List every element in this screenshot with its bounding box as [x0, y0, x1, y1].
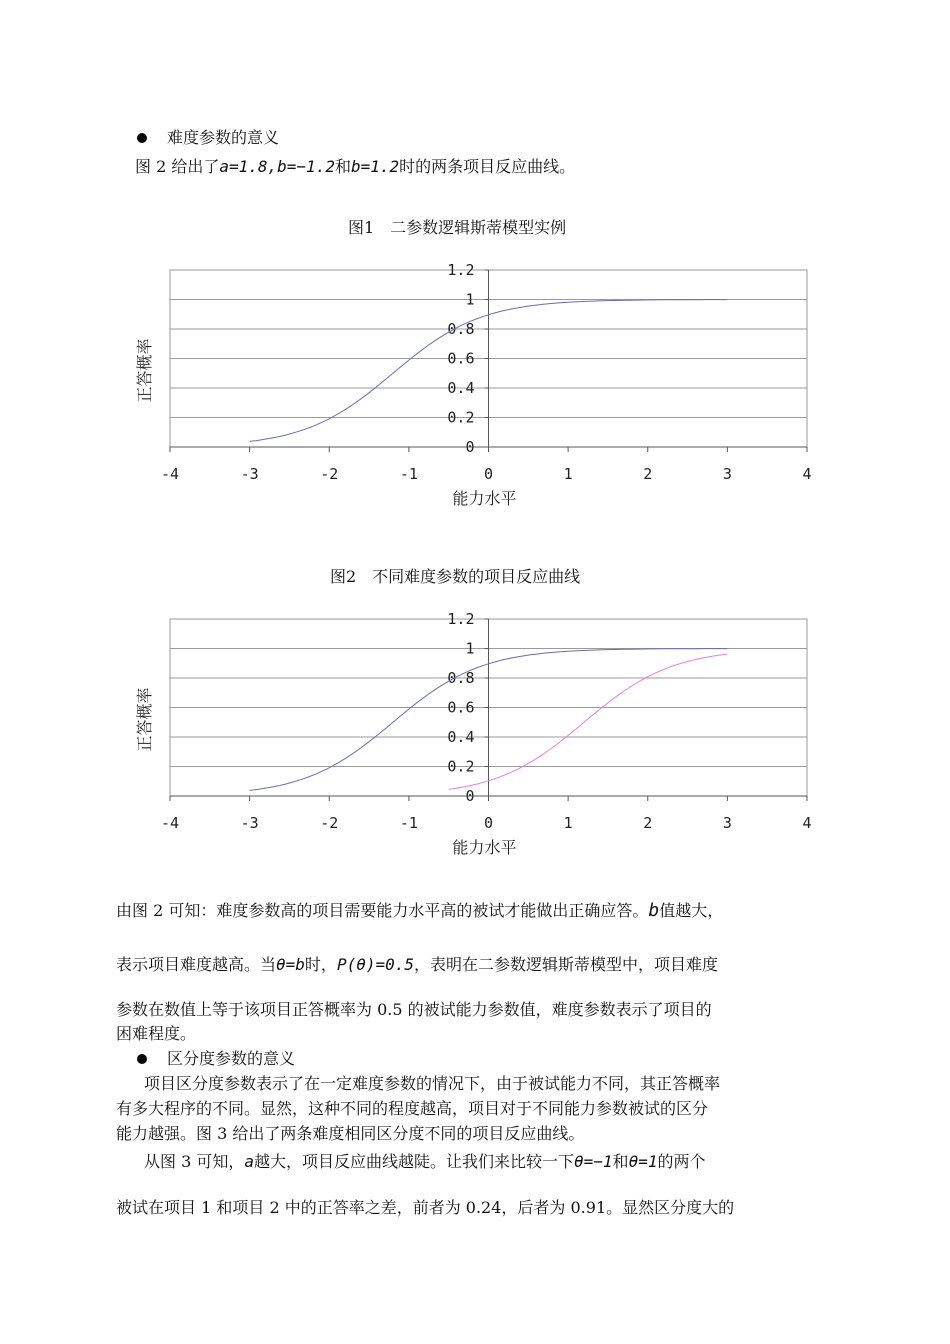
- x-tick-label: -4: [160, 465, 180, 483]
- x-tick-label: 2: [643, 814, 653, 832]
- intro-mid: 和: [334, 157, 351, 176]
- section1-heading: 难度参数的意义: [167, 128, 280, 147]
- section2-p2-line1: [144, 1152, 705, 1172]
- x-tick-label: -3: [240, 465, 259, 483]
- y-tick-label: 0.4: [447, 728, 475, 746]
- y-tick-label: 0.8: [447, 320, 475, 338]
- x-tick-label: 1: [563, 814, 573, 832]
- p2-l1-math: a: [244, 1152, 254, 1171]
- para1-l2-mid: 时，: [304, 955, 337, 974]
- x-axis-label: 能力水平: [452, 489, 517, 508]
- x-tick-label: -2: [320, 465, 339, 483]
- section2-p1-line1: 项目区分度参数表示了在一定难度参数的情况下，由于被试能力不同，其正答概率: [144, 1074, 721, 1093]
- x-tick-label: -4: [160, 814, 180, 832]
- para1-line1: [116, 901, 723, 921]
- x-tick-label: 3: [722, 465, 732, 483]
- x-tick-label: 4: [802, 465, 812, 483]
- series-line: [449, 654, 728, 789]
- figure1-chart: [120, 255, 840, 520]
- bullet-dot-icon: [137, 1054, 147, 1064]
- figure1-caption: 图1 二参数逻辑斯蒂模型实例: [348, 218, 567, 237]
- para1-line2: [116, 955, 718, 975]
- y-axis-label: 正答概率: [135, 338, 154, 403]
- p2-l1-math3: θ=1: [628, 1152, 658, 1171]
- intro-prefix: 图 2 给出了: [135, 157, 220, 176]
- x-tick-label: 1: [563, 465, 573, 483]
- section1-intro: [135, 157, 575, 177]
- para1-l1-prefix: 由图 2 可知：难度参数高的项目需要能力水平高的被试才能做出正确应答。: [116, 901, 649, 920]
- y-tick-label: 1.2: [447, 610, 475, 628]
- y-tick-label: 0.6: [447, 698, 475, 717]
- p2-l1-prefix: 从图 3 可知，: [144, 1152, 245, 1171]
- y-tick-label: 0.2: [447, 757, 475, 776]
- section2-p2-line2: 被试在项目 1 和项目 2 中的正答率之差，前者为 0.24，后者为 0.91。显然区分度大的: [116, 1198, 735, 1217]
- x-tick-label: 0: [483, 465, 494, 483]
- bullet-dot-icon: [137, 133, 147, 143]
- y-tick-label: 0: [465, 787, 475, 805]
- x-tick-label: 3: [722, 814, 732, 832]
- para1-l2-math: θ=b: [276, 955, 305, 974]
- y-tick-label: 1: [465, 639, 475, 658]
- p2-l1-suffix: 的两个: [657, 1152, 706, 1171]
- para1-line3: 参数在数值上等于该项目正答概率为 0.5 的被试能力参数值，难度参数表示了项目的: [116, 1000, 712, 1019]
- x-tick-label: -1: [399, 465, 418, 483]
- figure2-chart: [120, 604, 840, 869]
- section2-heading: 区分度参数的意义: [167, 1049, 296, 1068]
- x-tick-label: 2: [643, 465, 653, 483]
- y-axis-label: 正答概率: [135, 687, 154, 752]
- figure2-caption: 图2 不同难度参数的项目反应曲线: [330, 567, 581, 586]
- x-tick-label: -2: [320, 814, 339, 832]
- x-axis-label: 能力水平: [452, 838, 517, 857]
- y-tick-label: 1: [465, 290, 475, 309]
- y-tick-label: 0.6: [447, 349, 475, 368]
- p2-l1-mid: 越大，项目反应曲线越陡。让我们来比较一下: [254, 1152, 575, 1171]
- para1-l2-prefix: 表示项目难度越高。当: [116, 955, 277, 974]
- x-tick-label: -1: [399, 814, 418, 832]
- y-tick-label: 0.4: [447, 379, 475, 397]
- x-tick-label: 0: [483, 814, 494, 832]
- para1-l1-math: b: [648, 900, 660, 921]
- intro-math2: b=1.2: [350, 157, 400, 176]
- p2-l1-mid2: 和: [612, 1152, 629, 1171]
- intro-suffix: 时的两条项目反应曲线。: [399, 157, 576, 176]
- intro-math: a=1.8,b=−1.2: [219, 157, 335, 176]
- para1-l1-suffix: 值越大，: [659, 901, 724, 920]
- para1-l2-suffix: ，表明在二参数逻辑斯蒂模型中，项目难度: [414, 955, 719, 974]
- x-tick-label: 4: [802, 814, 812, 832]
- para1-l2-math2: P(θ)=0.5: [336, 955, 414, 974]
- y-tick-label: 0.2: [447, 408, 475, 427]
- y-tick-label: 1.2: [447, 261, 475, 279]
- p2-l1-math2: θ=−1: [574, 1152, 613, 1171]
- para1-line4: 困难程度。: [116, 1024, 197, 1043]
- x-tick-label: -3: [240, 814, 259, 832]
- section2-p1-line2: 有多大程序的不同。显然，这种不同的程度越高，项目对于不同能力参数被试的区分: [116, 1099, 709, 1118]
- y-tick-label: 0: [465, 438, 475, 456]
- section2-p1-line3: 能力越强。图 3 给出了两条难度相同区分度不同的项目反应曲线。: [116, 1124, 585, 1143]
- y-tick-label: 0.8: [447, 669, 475, 687]
